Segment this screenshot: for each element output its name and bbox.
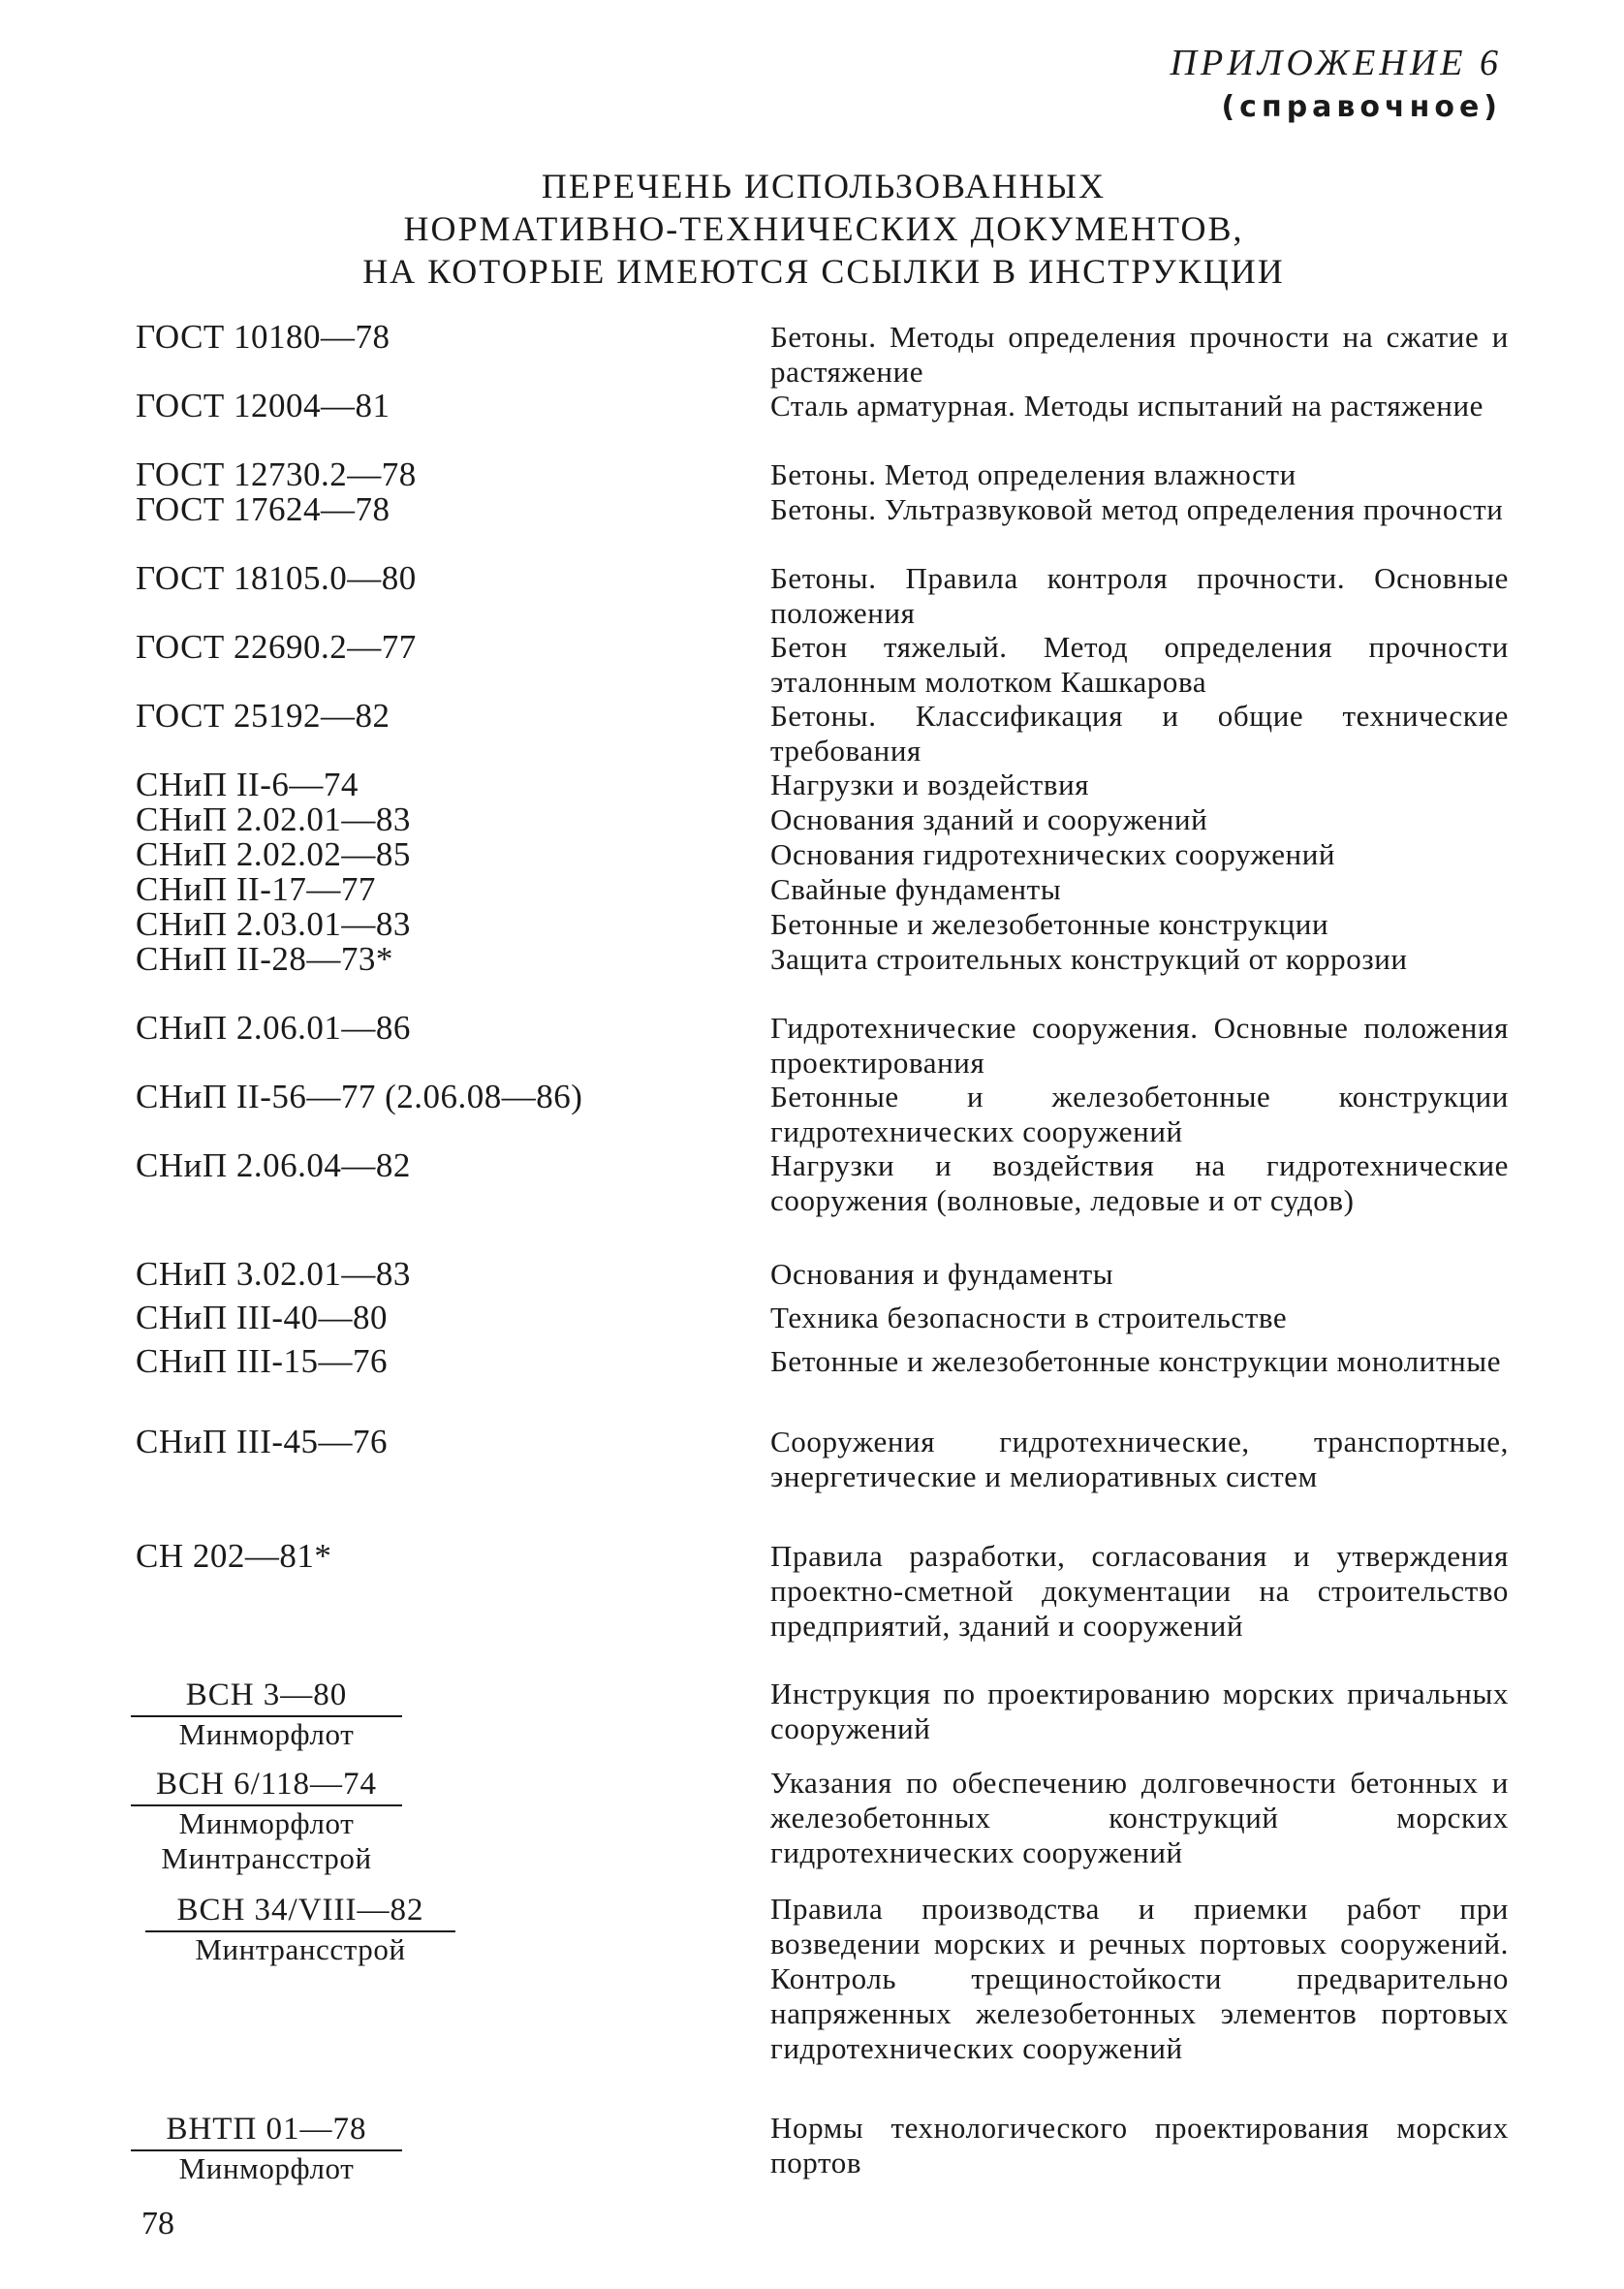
departmental-description: Инструкция по проектированию морских причальных сооружений [770, 1677, 1509, 1745]
document-description: Защита строительных конструкций от коррозии [770, 942, 1408, 976]
document-code: СНиП II-17—77 [136, 870, 376, 908]
title-line-2: НОРМАТИВНО-ТЕХНИЧЕСКИХ ДОКУМЕНТОВ, [403, 209, 1244, 248]
document-code: СНиП III-45—76 [136, 1423, 388, 1460]
departmental-code: ВСН 6/118—74 [155, 1767, 378, 1802]
document-description: Бетоны. Метод определения влажности [770, 457, 1296, 491]
document-code: СНиП II-28—73* [136, 940, 393, 978]
document-code: ГОСТ 12730.2—78 [136, 455, 417, 493]
departmental-code-block [131, 2111, 402, 2186]
document-description: Сталь арматурная. Методы испытаний на растяжение [770, 389, 1483, 423]
departmental-description: Нормы технологического проектирования морских портов [770, 2111, 1509, 2179]
ministry-name: Минморфлот [178, 2151, 355, 2185]
appendix-number: ПРИЛОЖЕНИЕ 6 [1170, 43, 1502, 83]
document-code: СНиП 2.06.04—82 [136, 1146, 411, 1184]
document-code: ГОСТ 25192—82 [136, 697, 390, 735]
document-code: СНиП 2.06.01—86 [136, 1009, 411, 1047]
document-description: Бетоны. Классификация и общие технические требования [770, 699, 1509, 768]
document-description: Техника безопасности в строительстве [770, 1301, 1288, 1334]
document-description: Сооружения гидротехнические, транспортные, энергетические и мелиоративных систем [770, 1425, 1509, 1493]
document-code: СНиП II-56—77 (2.06.08—86) [136, 1078, 583, 1115]
document-description: Бетонные и железобетонные конструкции гидротехнических сооружений [770, 1080, 1509, 1148]
document-code: СНиП III-40—80 [136, 1299, 388, 1336]
title-line-1: ПЕРЕЧЕНЬ ИСПОЛЬЗОВАННЫХ [541, 167, 1107, 205]
document-description: Бетон тяжелый. Метод определения прочности эталонным молотком Кашкарова [770, 630, 1509, 699]
document-description: Бетонные и железобетонные конструкции [770, 907, 1329, 941]
departmental-code: ВНТП 01—78 [166, 2112, 367, 2147]
document-description: Основания гидротехнических сооружений [770, 837, 1336, 871]
document-code: СНиП 2.02.01—83 [136, 800, 411, 838]
document-code: СНиП III-15—76 [136, 1342, 388, 1380]
document-description: Свайные фундаменты [770, 872, 1062, 906]
document-code: СН 202—81* [136, 1537, 332, 1575]
document-code: ГОСТ 17624—78 [136, 490, 390, 528]
title-line-3: НА КОТОРЫЕ ИМЕЮТСЯ ССЫЛКИ В ИНСТРУКЦИИ [362, 252, 1285, 291]
document-code: ГОСТ 12004—81 [136, 387, 390, 424]
document-code: СНиП 2.03.01—83 [136, 905, 411, 943]
appendix-kind: (справочное) [1221, 90, 1502, 124]
departmental-description: Указания по обеспечению долговечности бетонных и железобетонных конструкций морских гидротехнических сооружений [770, 1766, 1509, 1869]
document-description: Основания и фундаменты [770, 1257, 1114, 1291]
document-description: Бетоны. Методы определения прочности на сжатие и растяжение [770, 320, 1509, 389]
document-description: Бетоны. Правила контроля прочности. Основные положения [770, 561, 1509, 630]
document-code: ГОСТ 22690.2—77 [136, 628, 417, 666]
document-code: СНиП 2.02.02—85 [136, 835, 411, 873]
document-description: Нагрузки и воздействия [770, 768, 1090, 801]
departmental-code-block [145, 1892, 455, 1967]
departmental-code: ВСН 3—80 [185, 1678, 348, 1712]
document-code: ГОСТ 10180—78 [136, 318, 390, 356]
ministry-name: Минтрансстрой [161, 1841, 372, 1875]
document-description: Нагрузки и воздействия на гидротехнические сооружения (волновые, ледовые и от судов) [770, 1148, 1509, 1217]
document-code: СНиП 3.02.01—83 [136, 1255, 411, 1293]
ministry-name: Минтрансстрой [195, 1932, 406, 1966]
document-description: Гидротехнические сооружения. Основные положения проектирования [770, 1011, 1509, 1080]
departmental-code-block [131, 1766, 402, 1876]
departmental-code-block [131, 1677, 402, 1752]
ministry-name: Минморфлот [178, 1717, 355, 1751]
document-description: Бетонные и железобетонные конструкции монолитные [770, 1344, 1502, 1378]
document-description: Бетоны. Ультразвуковой метод определения прочности [770, 492, 1504, 526]
departmental-description: Правила производства и приемки работ при возведении морских и речных портовых сооружений. Контроль трещиностойкости предварительно напряженных железобетонных элементов портовых гидротехнических сооружений [770, 1892, 1509, 2065]
document-code: СНиП II-6—74 [136, 766, 359, 803]
document-description: Правила разработки, согласования и утверждения проектно-сметной документации на строительство предприятий, зданий и сооружений [770, 1539, 1509, 1643]
ministry-name: Минморфлот [178, 1806, 355, 1840]
document-code: ГОСТ 18105.0—80 [136, 559, 417, 597]
document-description: Основания зданий и сооружений [770, 802, 1208, 836]
page-number: 78 [141, 2206, 174, 2242]
departmental-code: ВСН 34/VIII—82 [176, 1893, 424, 1928]
